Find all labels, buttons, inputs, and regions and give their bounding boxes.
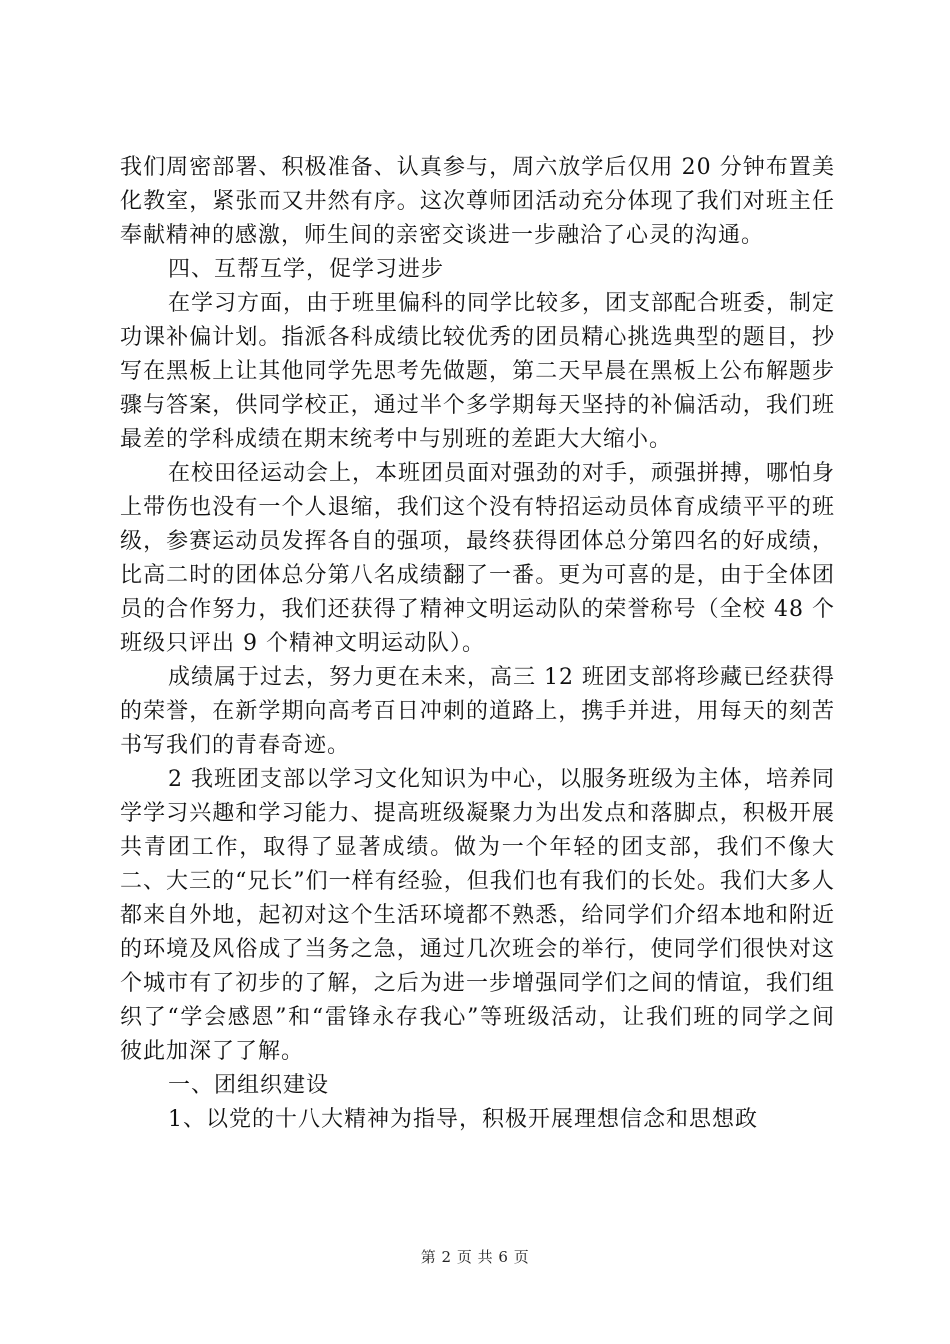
paragraph-future: 成绩属于过去，努力更在未来，高三 12 班团支部将珍藏已经获得的荣誉，在新学期向高考百日冲刺的道路上，携手并进，用每天的刻苦书写我们的青春奇迹。: [120, 665, 835, 758]
paragraph-study: 在学习方面，由于班里偏科的同学比较多，团支部配合班委，制定功课补偏计划。指派各科成绩比较优秀的团员精心挑选典型的题目，抄写在黑板上让其他同学先思考先做题，第二天早晨在黑板上公布解题步骤与答案，供同学校正，通过半个多学期每天坚持的补偏活动，我们班最差的学科成绩在期末统考中与别班的差距大大缩小。: [120, 291, 836, 452]
section-heading-1: 一、团组织建设: [168, 1073, 330, 1098]
section-heading-4: 四、互帮互学，促学习进步: [168, 257, 445, 282]
paragraph-continuation: 我们周密部署、积极准备、认真参与，周六放学后仅用 20 分钟布置美化教室，紧张而又井然有序。这次尊师团活动充分体现了我们对班主任奉献精神的感激，师生间的亲密交谈进一步融洽了心灵的沟通。: [120, 155, 835, 248]
document-body: [120, 151, 835, 1137]
paragraph-branch-summary: 2 我班团支部以学习文化知识为中心，以服务班级为主体，培养同学学习兴趣和学习能力、提高班级凝聚力为出发点和落脚点，积极开展共青团工作，取得了显著成绩。做为一个年轻的团支部，我们不像大二、大三的“兄长”们一样有经验，但我们也有我们的长处。我们大多人都来自外地，起初对这个生活环境都不熟悉，给同学们介绍本地和附近的环境及风俗成了当务之急，通过几次班会的举行，使同学们很快对这个城市有了初步的了解，之后为进一步增强同学们之间的情谊，我们组织了“学会感恩”和“雷锋永存我心”等班级活动，让我们班的同学之间彼此加深了了解。: [120, 767, 835, 1064]
paragraph-sports-meet: 在校田径运动会上，本班团员面对强劲的对手，顽强拼搏，哪怕身上带伤也没有一个人退缩，我们这个没有特招运动员体育成绩平平的班级，参赛运动员发挥各自的强项，最终获得团体总分第四名的好成绩，比高二时的团体总分第八名成绩翻了一番。更为可喜的是，由于全体团员的合作努力，我们还获得了精神文明运动队的荣誉称号（全校 48 个班级只评出 9 个精神文明运动队）。: [120, 461, 836, 656]
page-number-footer: 第 2 页 共 6 页: [420, 1248, 530, 1266]
paragraph-item-1: 1、以党的十八大精神为指导，积极开展理想信念和思想政: [168, 1107, 758, 1132]
